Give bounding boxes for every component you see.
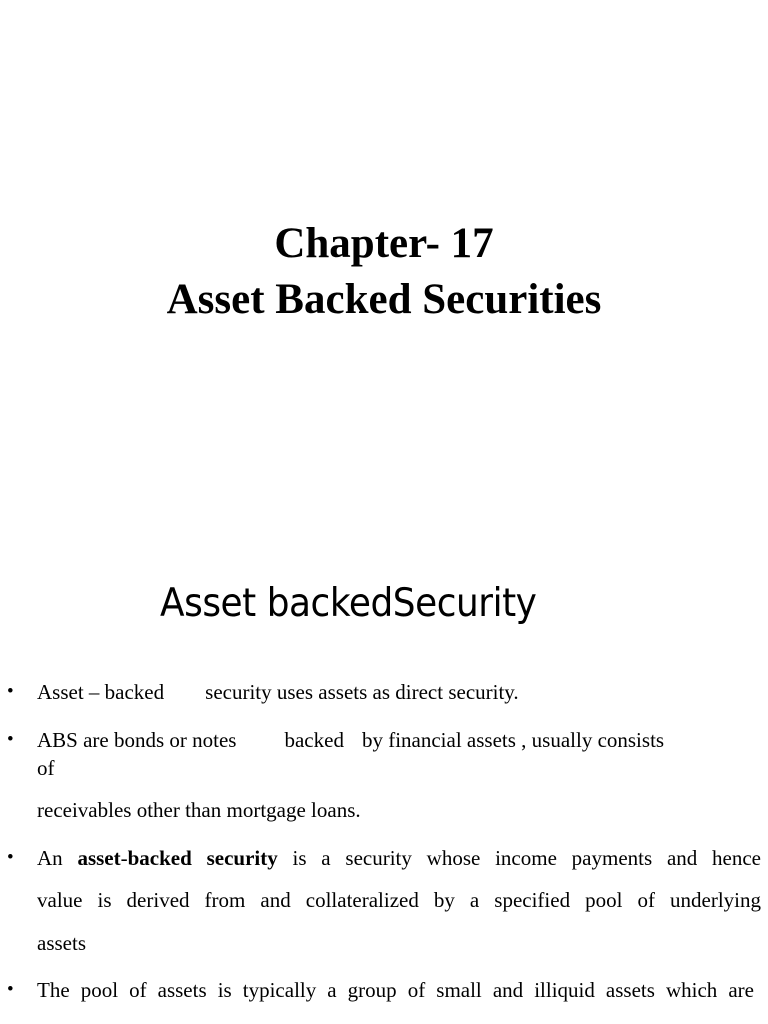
bullet-3-line-1 (37, 846, 761, 870)
bullet-1-text-a: Asset – backed (37, 680, 165, 704)
bullet-3-term-asset: asset (77, 846, 121, 870)
bullet-3-lead: An (37, 846, 63, 870)
bullet-3-line-3: assets (37, 931, 86, 955)
bullet-3-term-backed: backed security (127, 846, 278, 870)
bullet-1-text-b: security uses assets as direct security. (205, 680, 519, 704)
bullet-1-line-1 (37, 680, 519, 704)
chapter-title (0, 216, 768, 328)
bullet-3-dash: - (120, 846, 128, 870)
slide-heading: Asset backedSecurity (160, 581, 537, 626)
chapter-name: Asset Backed Securities (166, 276, 602, 323)
bullet-marker: • (7, 681, 14, 702)
bullet-2-line-1 (37, 728, 664, 752)
bullet-marker: • (7, 847, 14, 868)
bullet-3-rest: is a security whose income payments and hence (292, 846, 762, 870)
bullet-2-text-c: by financial assets , usually consists (361, 728, 665, 752)
bullet-3-line-2: value is derived from and collateralized by a specified pool of underlying (37, 888, 761, 912)
bullet-2-line-2: of (37, 756, 55, 780)
bullet-marker: • (7, 979, 14, 1000)
bullet-2-text-b: backed (284, 728, 344, 752)
bullet-4-line-1: The pool of assets is typically a group of small and illiquid assets which are (37, 978, 754, 1002)
chapter-number: Chapter- 17 (274, 220, 494, 267)
bullet-marker: • (7, 729, 14, 750)
bullet-2-text-a: ABS are bonds or notes (37, 728, 237, 752)
bullet-2-line-3: receivables other than mortgage loans. (37, 798, 361, 822)
